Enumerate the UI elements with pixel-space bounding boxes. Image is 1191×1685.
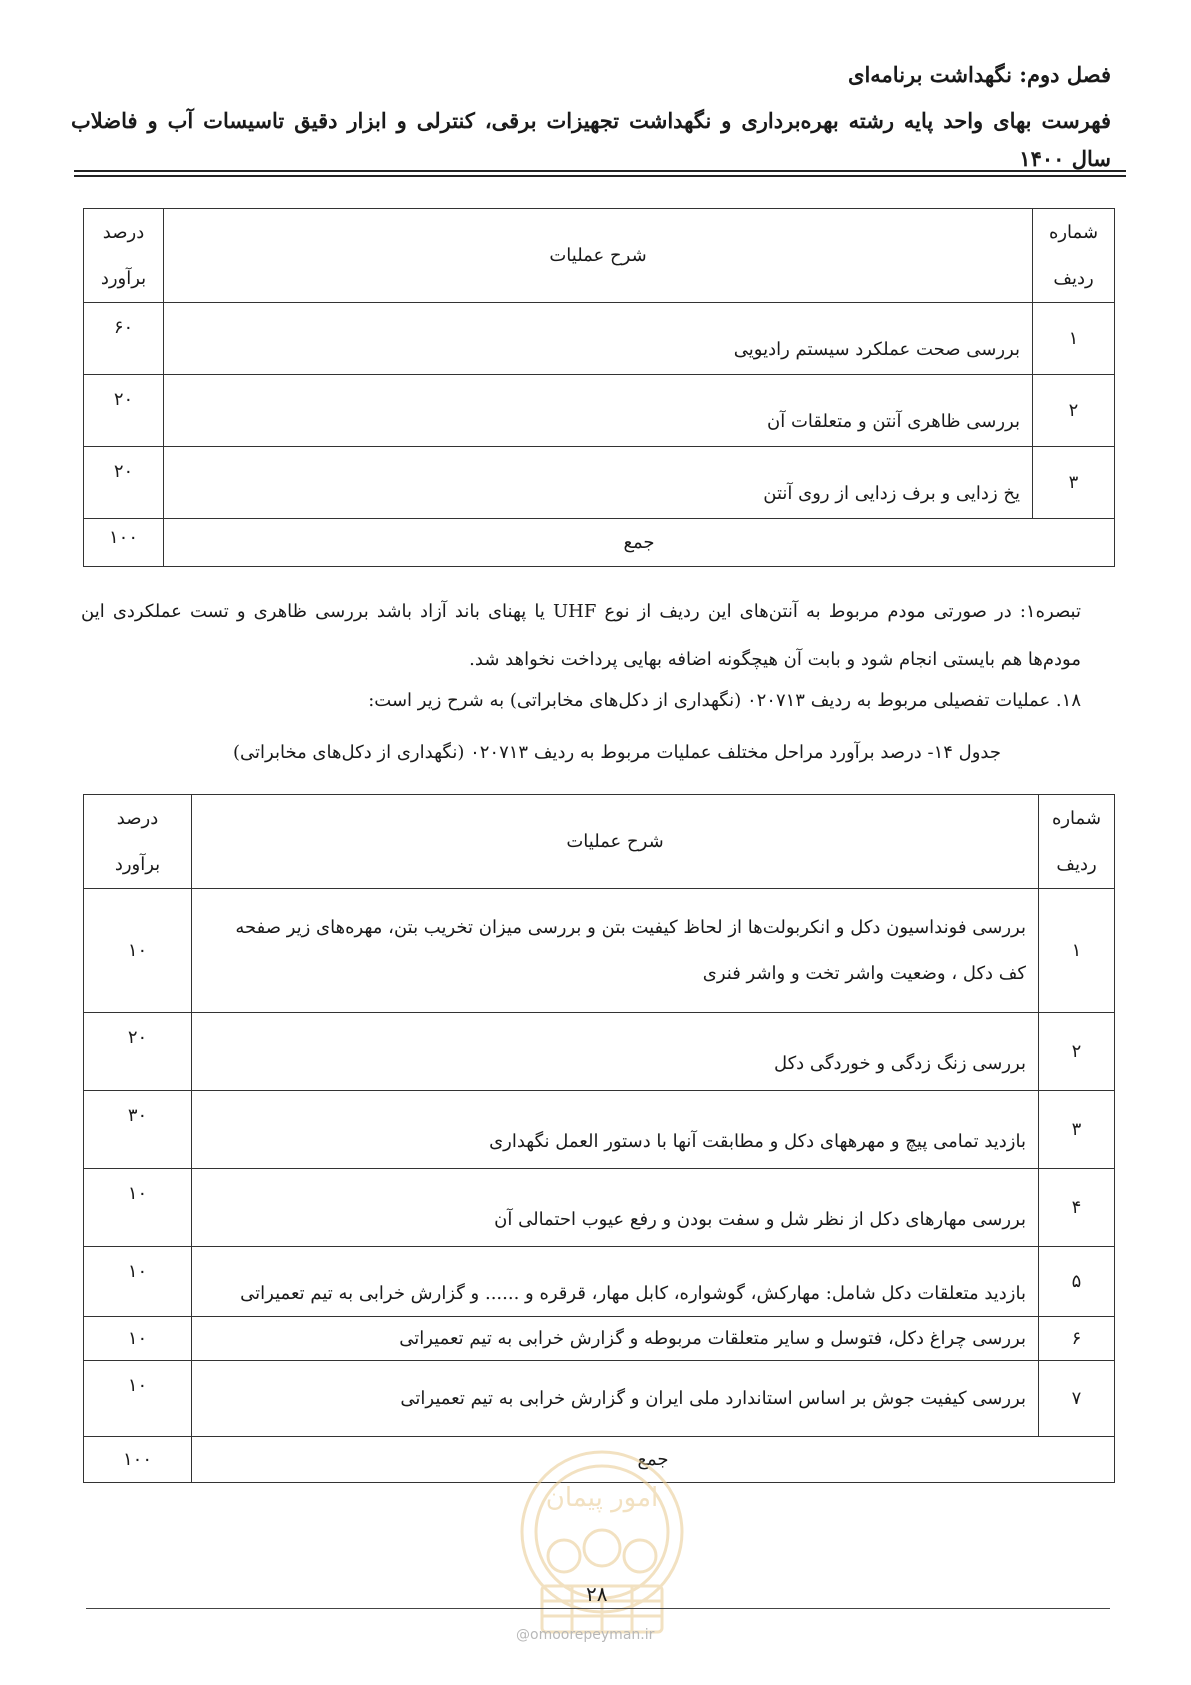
header-description: شرح عملیات — [192, 795, 1039, 889]
header-percent — [84, 795, 192, 889]
header-text: درصد — [102, 221, 145, 243]
row-percent: ۲۰ — [84, 447, 164, 519]
seal-logo-icon — [512, 1436, 692, 1646]
website-watermark: @omoorepeyman.ir — [516, 1627, 655, 1643]
row-description: بررسی فونداسیون دکل و انکربولت‌ها از لحاظ کیفیت بتن و بررسی میزان تخریب بتن، مهره‌های زیر صفحه کف دکل ، وضعیت واشر تخت و واشر فنری — [192, 889, 1039, 1013]
row-number: ۶ — [1039, 1317, 1115, 1361]
header-text: برآورد — [114, 853, 161, 875]
document-subtitle: فهرست بهای واحد پایه رشته بهره‌برداری و نگهداشت تجهیزات برقی، کنترلی و ابزار دقیق تاسیسات آب و فاضلاب سال ۱۴۰۰ — [71, 108, 1111, 171]
row-description: بررسی مهارهای دکل از نظر شل و سفت بودن و رفع عیوب احتمالی آن — [192, 1169, 1039, 1247]
row-percent: ۳۰ — [84, 1091, 192, 1169]
row-percent: ۱۰ — [84, 1247, 192, 1317]
table-row — [84, 1169, 1115, 1247]
row-percent: ۱۰ — [84, 1361, 192, 1437]
table-row — [84, 375, 1115, 447]
table-row — [84, 1013, 1115, 1091]
row-number: ۵ — [1039, 1247, 1115, 1317]
row-number: ۱ — [1033, 303, 1115, 375]
table-row — [84, 1091, 1115, 1169]
row-number: ۷ — [1039, 1361, 1115, 1437]
header-text: شماره — [1048, 221, 1099, 243]
header-row-number — [1033, 209, 1115, 303]
header-text: ردیف — [1056, 853, 1097, 875]
table-row — [84, 1361, 1115, 1437]
row-percent: ۱۰ — [84, 889, 192, 1013]
row-percent: ۶۰ — [84, 303, 164, 375]
table-header-row — [84, 795, 1115, 889]
table-row — [84, 1247, 1115, 1317]
header-rule-bottom — [74, 175, 1126, 177]
row-percent: ۱۰ — [84, 1317, 192, 1361]
seal-text: امور پیمان — [545, 1483, 659, 1513]
header-text: ردیف — [1053, 267, 1094, 289]
row-number: ۴ — [1039, 1169, 1115, 1247]
total-label: جمع — [192, 1437, 1115, 1483]
header-text: برآورد — [100, 267, 147, 289]
row-number: ۳ — [1033, 447, 1115, 519]
row-description: بررسی صحت عملکرد سیستم رادیویی — [164, 303, 1033, 375]
item-18-text: ۱۸. عملیات تفصیلی مربوط به ردیف ۰۲۰۷۱۳ (نگهداری از دکل‌های مخابراتی) به شرح زیر است: — [368, 690, 1081, 711]
row-description: بررسی کیفیت جوش بر اساس استاندارد ملی ایران و گزارش خرابی به تیم تعمیراتی — [192, 1361, 1039, 1437]
table-caption: جدول ۱۴- درصد برآورد مراحل مختلف عملیات مربوط به ردیف ۰۲۰۷۱۳ (نگهداری از دکل‌های مخابراتی) — [232, 742, 1001, 763]
row-number: ۱ — [1039, 889, 1115, 1013]
row-description: بررسی ظاهری آنتن و متعلقات آن — [164, 375, 1033, 447]
row-percent: ۲۰ — [84, 1013, 192, 1091]
table-row — [84, 889, 1115, 1013]
total-row — [84, 519, 1115, 567]
total-value: ۱۰۰ — [84, 519, 164, 567]
row-number: ۲ — [1039, 1013, 1115, 1091]
header-text: شماره — [1051, 807, 1102, 829]
row-description: بازدید متعلقات دکل شامل: مهارکش، گوشواره، کابل مهار، قرقره و ...... و گزارش خرابی به تیم تعمیراتی — [192, 1247, 1039, 1317]
footer-rule — [86, 1608, 1110, 1609]
header-description: شرح عملیات — [164, 209, 1033, 303]
header-row-number — [1039, 795, 1115, 889]
row-description: بررسی چراغ دکل، فتوسل و سایر متعلقات مربوطه و گزارش خرابی به تیم تعمیراتی — [192, 1317, 1039, 1361]
header-percent — [84, 209, 164, 303]
operations-table-1 — [83, 208, 1115, 567]
row-percent: ۱۰ — [84, 1169, 192, 1247]
row-description: بازدید تمامی پیچ و مهرههای دکل و مطابقت آنها با دستور العمل نگهداری — [192, 1091, 1039, 1169]
total-value: ۱۰۰ — [84, 1437, 192, 1483]
header-text: درصد — [116, 807, 159, 829]
chapter-title: فصل دوم: نگهداشت برنامه‌ای — [848, 62, 1111, 87]
table-row — [84, 1317, 1115, 1361]
row-description: یخ زدایی و برف زدایی از روی آنتن — [164, 447, 1033, 519]
header-rule-top — [74, 170, 1126, 172]
table-row — [84, 447, 1115, 519]
row-percent: ۲۰ — [84, 375, 164, 447]
row-description: بررسی زنگ زدگی و خوردگی دکل — [192, 1013, 1039, 1091]
table-header-row — [84, 209, 1115, 303]
table-row — [84, 303, 1115, 375]
row-number: ۲ — [1033, 375, 1115, 447]
note-paragraph: تبصره۱: در صورتی مودم مربوط به آنتن‌های این ردیف از نوع UHF یا پهنای باند آزاد باشد بررسی ظاهری و تست عملکردی این مودم‌ها هم بایستی انجام شود و بابت آن هیچگونه اضافه بهایی پرداخت نخواهد شد. — [81, 601, 1081, 670]
total-label: جمع — [164, 519, 1115, 567]
row-number: ۳ — [1039, 1091, 1115, 1169]
page-number: ۲۸ — [586, 1582, 608, 1606]
operations-table-2 — [83, 794, 1115, 1483]
